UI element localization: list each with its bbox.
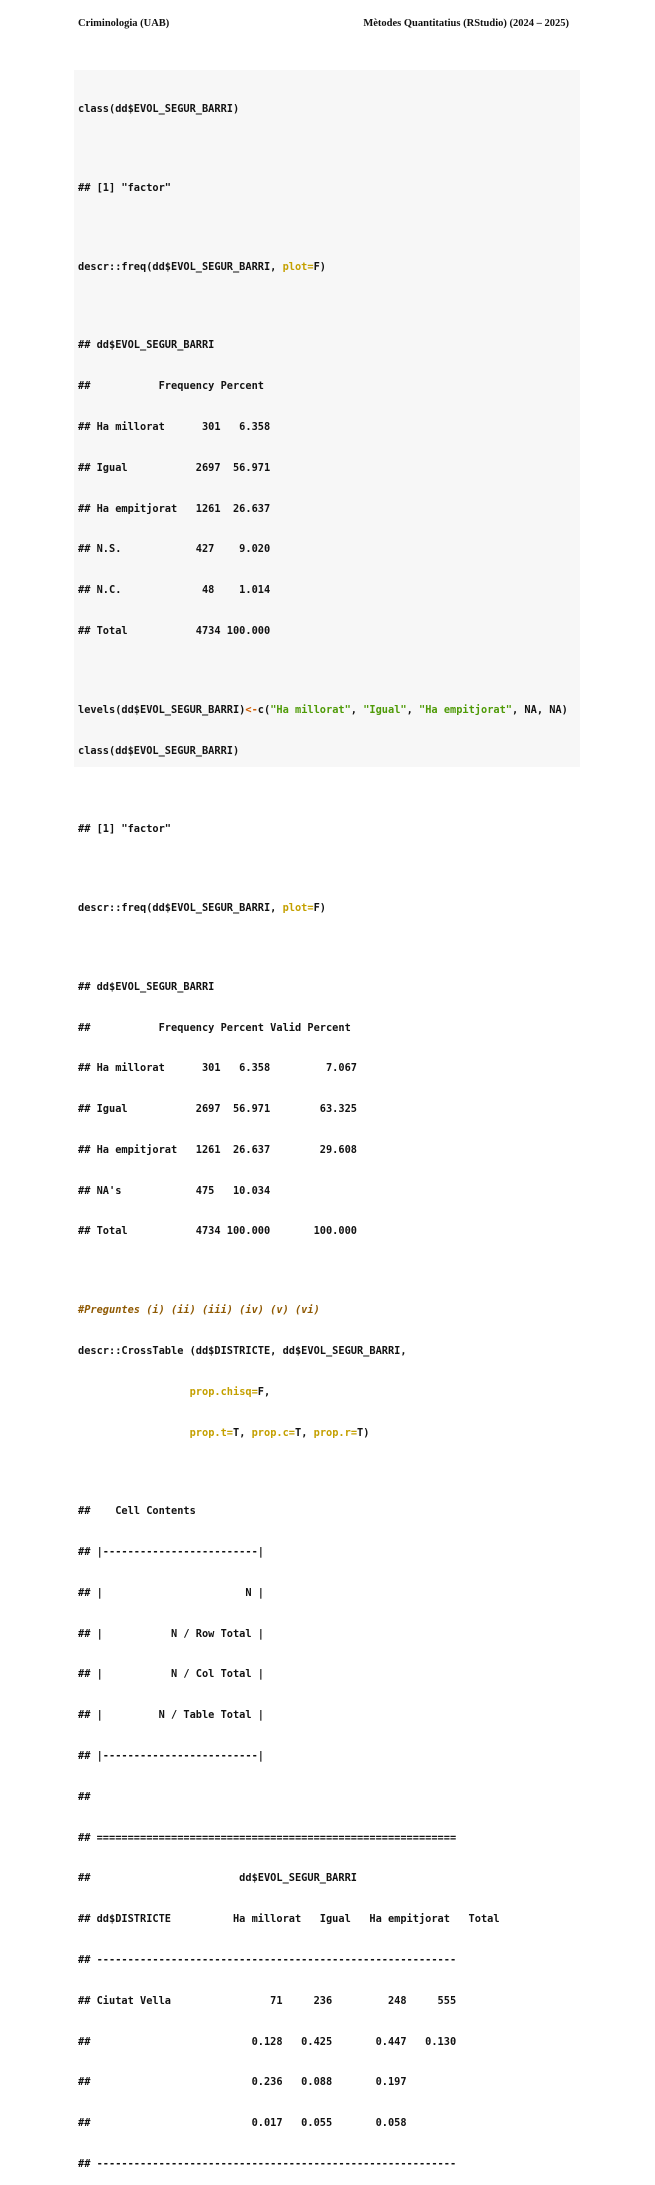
output-line: ## Ha empitjorat 1261 26.637 <box>78 502 271 515</box>
output-line: ## |-------------------------| <box>78 1546 264 1559</box>
output-line: ## Ha millorat 301 6.358 7.067 <box>78 1062 357 1075</box>
code-line: levels(dd$EVOL_SEGUR_BARRI)<-c("Ha millorat", "Igual", "Ha empitjorat", NA, NA) <box>78 703 568 716</box>
output-line: ## ---------------------------------------------------------- <box>78 1953 457 1966</box>
output-line: ## dd$EVOL_SEGUR_BARRI <box>78 980 215 993</box>
output-line: ## Frequency Percent Valid Percent <box>78 1021 351 1034</box>
output-line: ## 0.017 0.055 0.058 <box>78 2117 407 2130</box>
output-line: ## Ciutat Vella 71 236 248 555 <box>78 1994 457 2007</box>
code-line: prop.chisq=F, <box>189 1385 271 1398</box>
output-line: ## Igual 2697 56.971 63.325 <box>78 1103 357 1116</box>
output-line: ## [1] "factor" <box>78 823 171 836</box>
output-line: ## Total 4734 100.000 100.000 <box>78 1225 357 1238</box>
output-line: ## Igual 2697 56.971 <box>78 461 271 474</box>
output-line: ## dd$DISTRICTE Ha millorat Igual Ha empitjorat Total <box>78 1913 500 1926</box>
header-course: Criminologia (UAB) <box>78 18 170 29</box>
output-line: ## dd$EVOL_SEGUR_BARRI <box>78 339 215 352</box>
output-line: ## [1] "factor" <box>78 181 171 194</box>
output-line: ## 0.236 0.088 0.197 <box>78 2076 407 2089</box>
header-subject: Mètodes Quantitatius (RStudio) (2024 – 2025) <box>363 18 569 29</box>
code-line: descr::freq(dd$EVOL_SEGUR_BARRI, plot=F) <box>78 260 326 273</box>
code-comment: #Preguntes (i) (ii) (iii) (iv) (v) (vi) <box>78 1304 320 1317</box>
code-line: descr::CrossTable (dd$DISTRICTE, dd$EVOL_SEGUR_BARRI, <box>78 1345 407 1358</box>
output-line: ## Frequency Percent <box>78 380 264 393</box>
output-line: ## NA's 475 10.034 <box>78 1184 271 1197</box>
output-line: ## | N / Row Total | <box>78 1627 264 1640</box>
output-line: ## | N | <box>78 1586 264 1599</box>
output-line: ## ========================================================== <box>78 1831 457 1844</box>
code-listing <box>78 76 568 2185</box>
output-line: ## N.S. 427 9.020 <box>78 543 271 556</box>
code-line: class(dd$EVOL_SEGUR_BARRI) <box>78 103 240 116</box>
output-line: ## Total 4734 100.000 <box>78 624 271 637</box>
output-line: ## dd$EVOL_SEGUR_BARRI <box>78 1872 357 1885</box>
output-line: ## Ha millorat 301 6.358 <box>78 421 271 434</box>
output-line: ## <box>78 1790 91 1803</box>
output-line: ## ---------------------------------------------------------- <box>78 2157 457 2170</box>
output-line: ## 0.128 0.425 0.447 0.130 <box>78 2035 457 2048</box>
output-line: ## | N / Table Total | <box>78 1709 264 1722</box>
output-line: ## | N / Col Total | <box>78 1668 264 1681</box>
output-line: ## |-------------------------| <box>78 1750 264 1763</box>
output-line: ## Ha empitjorat 1261 26.637 29.608 <box>78 1143 357 1156</box>
code-line: descr::freq(dd$EVOL_SEGUR_BARRI, plot=F) <box>78 902 326 915</box>
output-line: ## Cell Contents <box>78 1505 196 1518</box>
code-line: prop.t=T, prop.c=T, prop.r=T) <box>189 1426 370 1439</box>
code-line: class(dd$EVOL_SEGUR_BARRI) <box>78 744 240 757</box>
output-line: ## N.C. 48 1.014 <box>78 584 271 597</box>
